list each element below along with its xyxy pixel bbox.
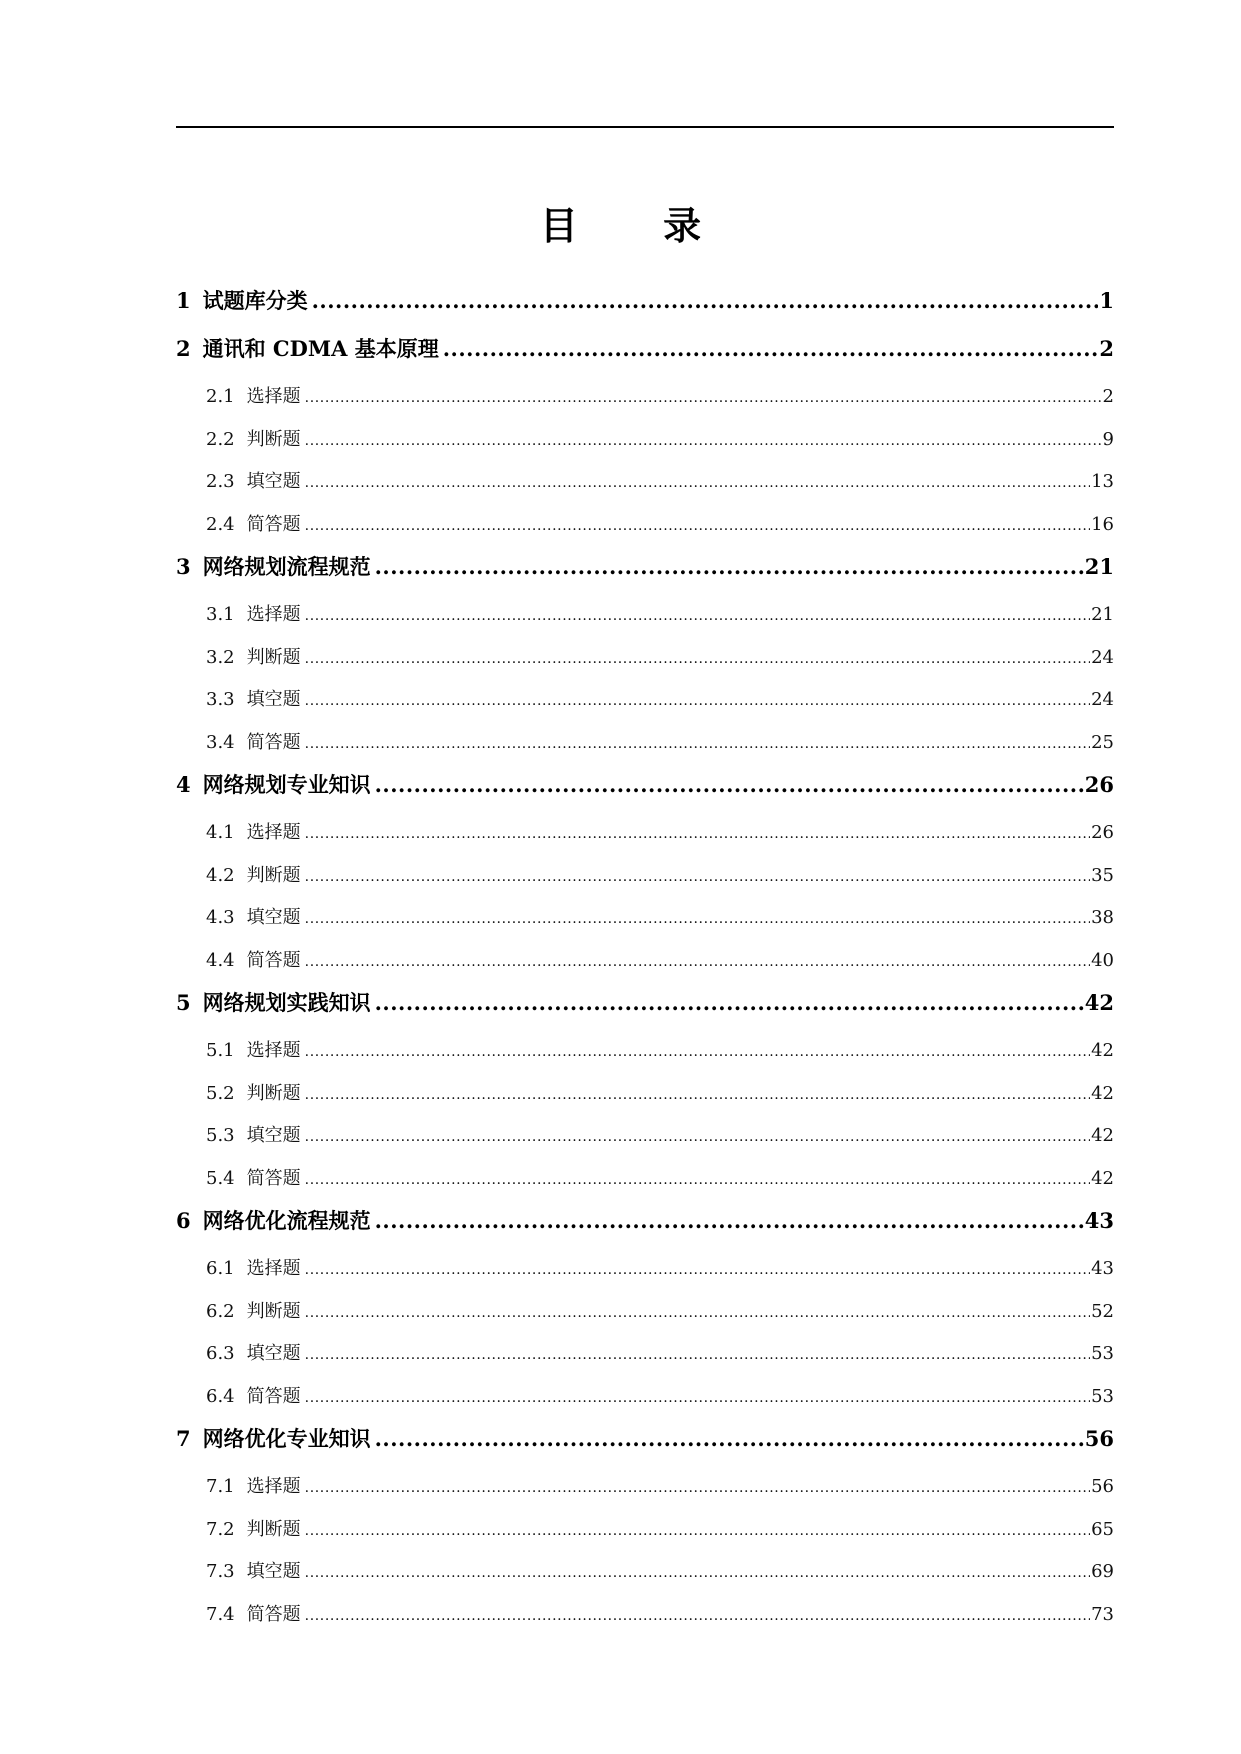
header-rule [176, 126, 1114, 128]
toc-dot-leader [305, 814, 1090, 854]
toc-entry-page: 9 [1102, 428, 1114, 450]
toc-entry-number: 6.2 [206, 1300, 235, 1322]
toc-entry-label: 填空题 [246, 1343, 301, 1364]
toc-entry-page: 40 [1091, 949, 1114, 971]
toc-section-entry[interactable] [176, 1116, 1114, 1159]
toc-chapter-entry[interactable] [176, 547, 1114, 595]
toc-dot-leader [305, 1160, 1090, 1200]
toc-dot-leader [305, 596, 1090, 636]
toc-section-entry[interactable] [176, 595, 1114, 638]
toc-chapter-entry[interactable] [176, 1201, 1114, 1249]
toc-entry-label: 简答题 [246, 513, 301, 535]
toc-entry-number: 2.3 [206, 471, 235, 492]
toc-entry-page: 2 [1099, 336, 1114, 361]
toc-dot-leader [305, 1511, 1090, 1551]
toc-entry-page: 38 [1091, 907, 1114, 928]
toc-entry-page: 26 [1084, 772, 1114, 797]
toc-entry-page: 1 [1099, 288, 1114, 313]
toc-entry-number: 3.4 [206, 731, 235, 753]
toc-entry-label: 选择题 [246, 1476, 301, 1497]
toc-entry-number: 6.1 [206, 1258, 235, 1279]
toc-entry-number: 2.1 [206, 386, 235, 407]
toc-entry-page: 65 [1091, 1518, 1114, 1540]
toc-chapter-entry[interactable] [176, 765, 1114, 813]
toc-entry-number: 5.1 [206, 1040, 235, 1061]
toc-section-entry[interactable] [176, 1159, 1114, 1202]
toc-dot-leader [305, 1117, 1090, 1157]
toc-entry-page: 42 [1091, 1167, 1114, 1189]
toc-section-entry[interactable] [176, 1031, 1114, 1074]
toc-dot-leader [305, 1553, 1090, 1593]
toc-section-entry[interactable] [176, 941, 1114, 984]
toc-entry-page: 25 [1091, 731, 1114, 753]
toc-entry-label: 选择题 [246, 386, 301, 407]
toc-section-entry[interactable] [176, 1467, 1114, 1510]
toc-section-entry[interactable] [176, 505, 1114, 548]
toc-entry-label: 判断题 [246, 646, 301, 668]
toc-entry-page: 35 [1091, 864, 1114, 886]
toc-entry-label: 选择题 [246, 604, 301, 625]
toc-entry-label: 填空题 [246, 1561, 301, 1582]
toc-chapter-entry[interactable] [176, 281, 1114, 329]
toc-dot-leader [375, 983, 1084, 1023]
toc-entry-number: 4.2 [206, 864, 235, 886]
toc-entry-number: 5.4 [206, 1167, 235, 1189]
toc-entry-label: 试题库分类 [202, 288, 308, 313]
toc-section-entry[interactable] [176, 1510, 1114, 1553]
toc-section-entry[interactable] [176, 420, 1114, 463]
toc-dot-leader [305, 506, 1090, 546]
toc-entry-label: 填空题 [246, 907, 301, 928]
toc-chapter-entry[interactable] [176, 329, 1114, 377]
toc-dot-leader [305, 681, 1090, 721]
toc-dot-leader [305, 1596, 1090, 1636]
toc-dot-leader [305, 899, 1090, 939]
toc-dot-leader [305, 942, 1090, 982]
toc-dot-leader [305, 1075, 1090, 1115]
toc-entry-page: 2 [1102, 386, 1114, 407]
toc-section-entry[interactable] [176, 1334, 1114, 1377]
toc-title: 目 录 [539, 204, 738, 248]
toc-dot-leader [375, 765, 1084, 805]
toc-entry-label: 网络规划专业知识 [202, 772, 371, 797]
toc-entry-number: 2.2 [206, 428, 235, 450]
toc-dot-leader [305, 724, 1090, 764]
toc-entry-page: 56 [1084, 1426, 1114, 1451]
toc-entry-page: 26 [1091, 822, 1114, 843]
toc-entry-page: 42 [1091, 1125, 1114, 1146]
toc-entry-number: 5.3 [206, 1125, 235, 1146]
toc-entry-label: 网络规划流程规范 [202, 554, 371, 579]
toc-entry-number: 6.4 [206, 1385, 235, 1407]
toc-entry-number: 7 [176, 1426, 191, 1451]
toc-entry-label: 网络优化专业知识 [202, 1426, 371, 1451]
toc-entry-number: 3.1 [206, 604, 235, 625]
toc-dot-leader [305, 1468, 1090, 1508]
toc-section-entry[interactable] [176, 462, 1114, 505]
toc-entry-page: 52 [1091, 1300, 1114, 1322]
toc-entry-page: 43 [1091, 1258, 1114, 1279]
toc-entry-page: 53 [1091, 1343, 1114, 1364]
toc-entry-number: 2.4 [206, 513, 235, 535]
toc-entry-page: 24 [1091, 689, 1114, 710]
toc-section-entry[interactable] [176, 1552, 1114, 1595]
toc-entry-number: 3.3 [206, 689, 235, 710]
toc-entry-label: 通讯和 CDMA 基本原理 [202, 336, 439, 361]
toc-entry-page: 24 [1091, 646, 1114, 668]
toc-entry-label: 选择题 [246, 1258, 301, 1279]
toc-dot-leader [305, 378, 1102, 418]
toc-dot-leader [305, 463, 1090, 503]
toc-section-entry[interactable] [176, 1377, 1114, 1420]
toc-dot-leader [305, 1293, 1090, 1333]
toc-entry-label: 简答题 [246, 1385, 301, 1407]
toc-entry-label: 简答题 [246, 1167, 301, 1189]
toc-section-entry[interactable] [176, 813, 1114, 856]
toc-dot-leader [375, 547, 1084, 587]
toc-entry-page: 56 [1091, 1476, 1114, 1497]
toc-entry-number: 7.4 [206, 1603, 235, 1625]
toc-entry-number: 5 [176, 990, 191, 1015]
toc-entry-number: 1 [176, 288, 191, 313]
toc-entry-label: 选择题 [246, 1040, 301, 1061]
toc-entry-page: 42 [1091, 1082, 1114, 1104]
toc-dot-leader [305, 1032, 1090, 1072]
table-of-contents [176, 281, 1114, 1637]
toc-entry-number: 3 [176, 554, 191, 579]
toc-dot-leader [305, 1250, 1090, 1290]
toc-entry-number: 7.1 [206, 1476, 235, 1497]
toc-entry-number: 3.2 [206, 646, 235, 668]
toc-entry-label: 网络优化流程规范 [202, 1208, 371, 1233]
toc-dot-leader [443, 329, 1099, 369]
toc-section-entry[interactable] [176, 377, 1114, 420]
toc-entry-page: 69 [1091, 1561, 1114, 1582]
toc-entry-number: 4 [176, 772, 191, 797]
toc-entry-page: 42 [1091, 1040, 1114, 1061]
toc-entry-label: 选择题 [246, 822, 301, 843]
toc-section-entry[interactable] [176, 1074, 1114, 1117]
toc-section-entry[interactable] [176, 723, 1114, 766]
toc-entry-label: 判断题 [246, 864, 301, 886]
toc-section-entry[interactable] [176, 898, 1114, 941]
toc-section-entry[interactable] [176, 1249, 1114, 1292]
toc-entry-number: 4.3 [206, 907, 235, 928]
toc-entry-number: 4.4 [206, 949, 235, 971]
toc-entry-label: 简答题 [246, 949, 301, 971]
toc-entry-page: 16 [1091, 513, 1114, 535]
toc-entry-number: 2 [176, 336, 191, 361]
toc-entry-page: 42 [1084, 990, 1114, 1015]
toc-entry-label: 网络规划实践知识 [202, 990, 371, 1015]
toc-dot-leader [375, 1201, 1084, 1241]
toc-entry-label: 填空题 [246, 1125, 301, 1146]
toc-entry-label: 判断题 [246, 1518, 301, 1540]
toc-chapter-entry[interactable] [176, 983, 1114, 1031]
toc-entry-number: 7.3 [206, 1561, 235, 1582]
toc-entry-label: 简答题 [246, 731, 301, 753]
toc-dot-leader [305, 1378, 1090, 1418]
toc-entry-label: 填空题 [246, 471, 301, 492]
toc-section-entry[interactable] [176, 638, 1114, 681]
toc-entry-page: 43 [1084, 1208, 1114, 1233]
toc-entry-number: 6 [176, 1208, 191, 1233]
toc-dot-leader [305, 639, 1090, 679]
toc-entry-label: 判断题 [246, 1082, 301, 1104]
toc-entry-label: 填空题 [246, 689, 301, 710]
toc-entry-page: 53 [1091, 1385, 1114, 1407]
toc-dot-leader [305, 1335, 1090, 1375]
toc-section-entry[interactable] [176, 680, 1114, 723]
toc-entry-number: 4.1 [206, 822, 235, 843]
toc-entry-page: 21 [1091, 604, 1114, 625]
toc-entry-number: 6.3 [206, 1343, 235, 1364]
toc-chapter-entry[interactable] [176, 1419, 1114, 1467]
toc-entry-number: 5.2 [206, 1082, 235, 1104]
toc-entry-page: 21 [1084, 554, 1114, 579]
toc-dot-leader [305, 857, 1090, 897]
toc-dot-leader [305, 421, 1102, 461]
toc-entry-number: 7.2 [206, 1518, 235, 1540]
toc-dot-leader [312, 281, 1099, 321]
toc-section-entry[interactable] [176, 856, 1114, 899]
toc-entry-label: 判断题 [246, 1300, 301, 1322]
toc-entry-page: 73 [1091, 1603, 1114, 1625]
toc-dot-leader [375, 1419, 1084, 1459]
toc-section-entry[interactable] [176, 1595, 1114, 1638]
toc-entry-label: 简答题 [246, 1603, 301, 1625]
toc-entry-page: 13 [1091, 471, 1114, 492]
toc-entry-label: 判断题 [246, 428, 301, 450]
toc-section-entry[interactable] [176, 1292, 1114, 1335]
